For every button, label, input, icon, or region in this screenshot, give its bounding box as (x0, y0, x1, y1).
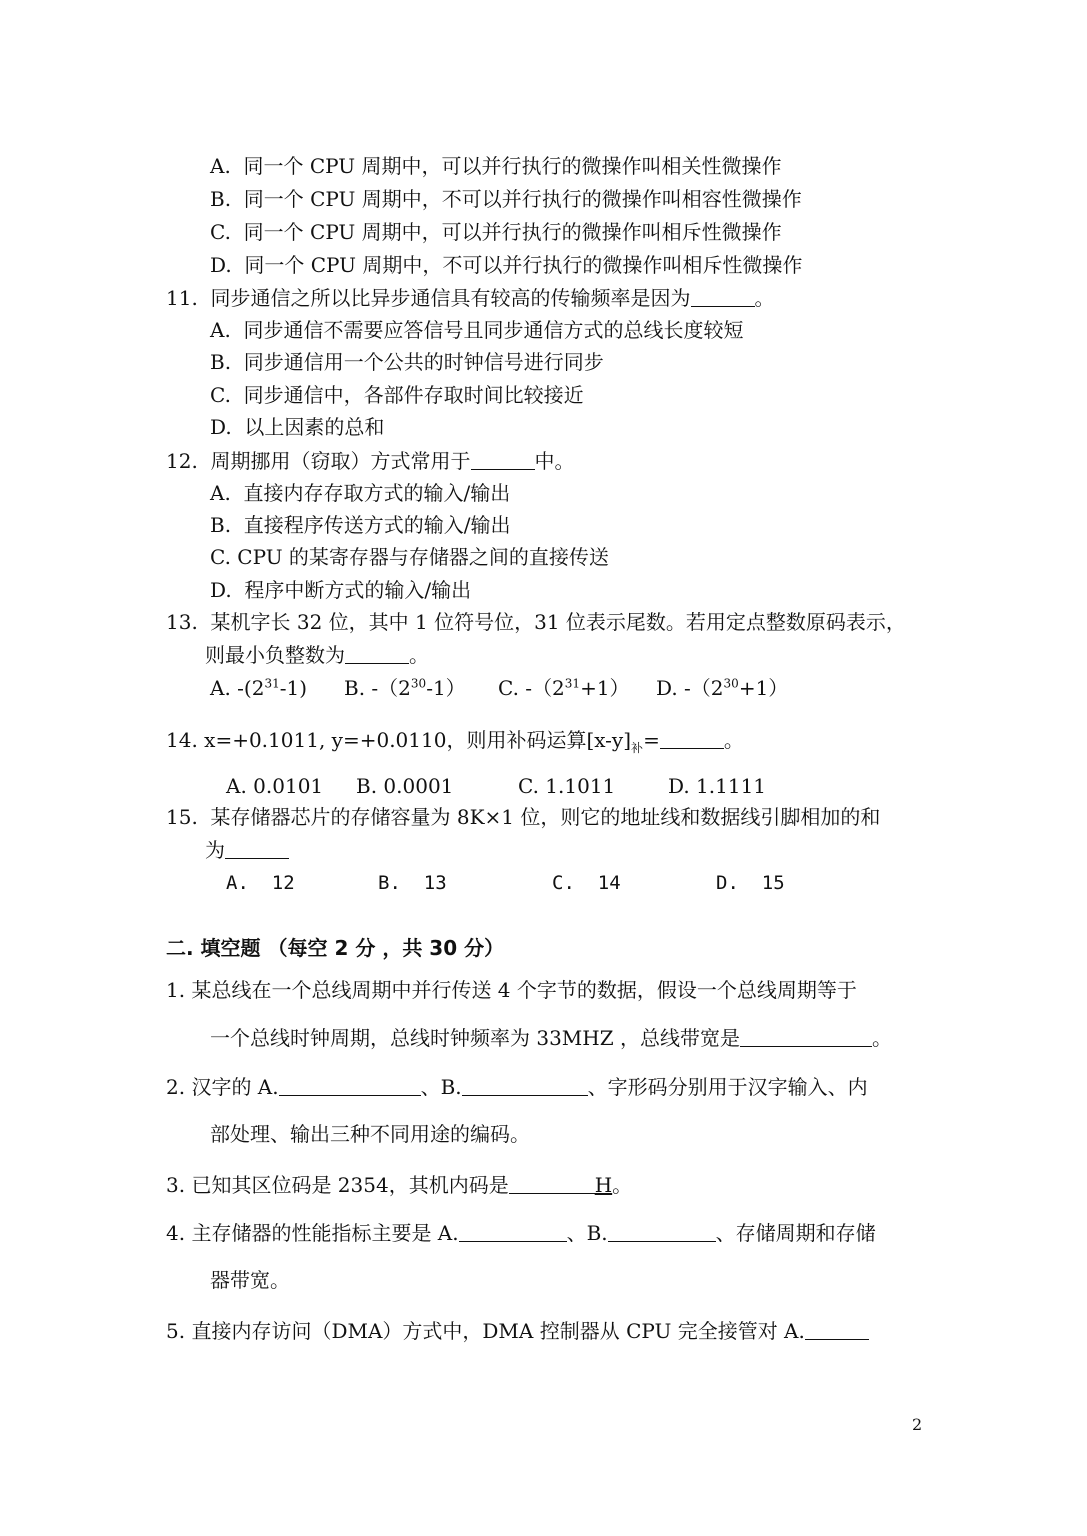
fill2-line1 (166, 1075, 868, 1099)
fill4-line1 (166, 1221, 876, 1245)
fill4-blank-a (459, 1221, 567, 1242)
fill4-text-1: 4. 主存储器的性能指标主要是 A. (166, 1221, 459, 1245)
q10-option-b: B. 同一个 CPU 周期中，不可以并行执行的微操作叫相容性微操作 (210, 187, 802, 211)
q11-blank (691, 286, 755, 307)
fill5-blank-a (805, 1319, 869, 1340)
q15-stem: 15. 某存储器芯片的存储容量为 8K×1 位，则它的地址线和数据线引脚相加的和 (166, 805, 881, 829)
q10-option-d: D. 同一个 CPU 周期中，不可以并行执行的微操作叫相斥性微操作 (210, 253, 803, 277)
q14-stem (166, 728, 744, 755)
fill5-text: 5. 直接内存访问（DMA）方式中，DMA 控制器从 CPU 完全接管对 A. (166, 1319, 805, 1343)
fill4-blank-b (608, 1221, 716, 1242)
q11-stem-text: 11. 同步通信之所以比异步通信具有较高的传输频率是因为 (166, 286, 691, 310)
q11-option-a: A. 同步通信不需要应答信号且同步通信方式的总线长度较短 (210, 318, 744, 342)
q12-stem-tail: 中。 (534, 449, 575, 473)
q13-stem2-text: 则最小负整数为 (205, 643, 345, 667)
q14-stem-text: 14. x=+0.1011, y=+0.0110，则用补码运算[x-y] (166, 728, 632, 752)
q13-option-b-exponent: 30 (410, 676, 427, 691)
fill3-text: 3. 已知其区位码是 2354，其机内码是 (166, 1173, 509, 1197)
q14-blank (660, 728, 724, 749)
section-heading: 二. 填空题 （每空 2 分 ，共 30 分） (166, 936, 505, 960)
q13-option-a-tail: -1) (279, 676, 308, 700)
q13-option-b (344, 676, 466, 700)
q15-blank (225, 838, 289, 859)
fill4-text-3: 、存储周期和存储 (715, 1221, 876, 1245)
fill4-text-2: 、B. (566, 1221, 608, 1245)
q13-option-a (210, 676, 307, 700)
fill3-blank (509, 1173, 595, 1194)
q15-stem2-text: 为 (205, 838, 225, 862)
q13-option-d (656, 676, 788, 700)
q14-option-a: A. 0.0101 (226, 774, 324, 798)
page-number: 2 (912, 1415, 923, 1434)
fill2-blank-a (279, 1075, 421, 1096)
fill1-tail: 。 (871, 1026, 892, 1050)
q13-option-a-exponent: 31 (264, 676, 280, 691)
q15-option-c: C. 14 (552, 872, 621, 894)
q12-stem (166, 449, 575, 473)
q12-option-b: B. 直接程序传送方式的输入/输出 (210, 513, 511, 537)
q15-option-b: B. 13 (378, 872, 447, 894)
q10-option-a: A. 同一个 CPU 周期中，可以并行执行的微操作叫相关性微操作 (210, 154, 782, 178)
fill1-blank (740, 1026, 872, 1047)
fill1-line2-text: 一个总线时钟周期，总线时钟频率为 33MHZ ，总线带宽是 (210, 1026, 740, 1050)
fill1-line2 (210, 1026, 892, 1050)
q14-option-b: B. 0.0001 (356, 774, 454, 798)
q13-option-b-base: B. -（2 (344, 676, 411, 700)
q13-stem: 13. 某机字长 32 位，其中 1 位符号位，31 位表示尾数。若用定点整数原码表示， (166, 610, 906, 634)
q11-stem-tail: 。 (754, 286, 775, 310)
q12-stem-text: 12. 周期挪用（窃取）方式常用于 (166, 449, 471, 473)
fill2-text-1: 2. 汉字的 A. (166, 1075, 279, 1099)
q13-option-c-tail: +1） (580, 676, 630, 700)
fill2-line2: 部处理、输出三种不同用途的编码。 (210, 1122, 530, 1146)
q14-subscript: 补 (631, 741, 644, 755)
fill2-blank-b (462, 1075, 588, 1096)
q13-option-c-exponent: 31 (564, 676, 581, 691)
q15-option-a: A. 12 (226, 872, 295, 894)
q10-option-c: C. 同一个 CPU 周期中，可以并行执行的微操作叫相斥性微操作 (210, 220, 782, 244)
q13-option-a-base: A. -(2 (210, 676, 265, 700)
fill3-hex-suffix: H (594, 1173, 613, 1197)
q11-option-b: B. 同步通信用一个公共的时钟信号进行同步 (210, 350, 604, 374)
q12-option-d: D. 程序中断方式的输入/输出 (210, 578, 472, 602)
fill4-line2: 器带宽。 (210, 1268, 290, 1292)
q14-equals: = (643, 728, 660, 752)
q13-option-d-exponent: 30 (723, 676, 739, 691)
q11-stem (166, 286, 775, 310)
q12-option-c: C. CPU 的某寄存器与存储器之间的直接传送 (210, 545, 609, 569)
fill1-line1: 1. 某总线在一个总线周期中并行传送 4 个字节的数据，假设一个总线周期等于 (166, 978, 857, 1002)
q12-option-a: A. 直接内存存取方式的输入/输出 (210, 481, 511, 505)
q13-option-b-tail: -1） (426, 676, 466, 700)
q13-option-d-tail: +1） (738, 676, 789, 700)
q14-stem-tail: 。 (723, 728, 744, 752)
q15-option-d: D. 15 (716, 872, 785, 894)
q14-option-d: D. 1.1111 (668, 774, 767, 798)
q13-stem-line2 (205, 643, 429, 667)
fill2-text-2: 、B. (420, 1075, 462, 1099)
q11-option-c: C. 同步通信中，各部件存取时间比较接近 (210, 383, 584, 407)
q14-option-c: C. 1.1011 (518, 774, 616, 798)
fill3-tail: 。 (612, 1173, 633, 1197)
q13-option-c-base: C. -（2 (498, 676, 565, 700)
fill5-line1 (166, 1319, 869, 1343)
q13-stem-tail: 。 (409, 643, 429, 667)
fill2-text-3: 、字形码分别用于汉字输入、内 (587, 1075, 868, 1099)
q13-option-d-base: D. -（2 (656, 676, 724, 700)
q13-option-c (498, 676, 630, 700)
fill3-line (166, 1173, 632, 1197)
q11-option-d: D. 以上因素的总和 (210, 415, 385, 439)
q15-stem-line2 (205, 838, 289, 862)
q12-blank (471, 449, 535, 470)
q13-blank (345, 643, 409, 664)
